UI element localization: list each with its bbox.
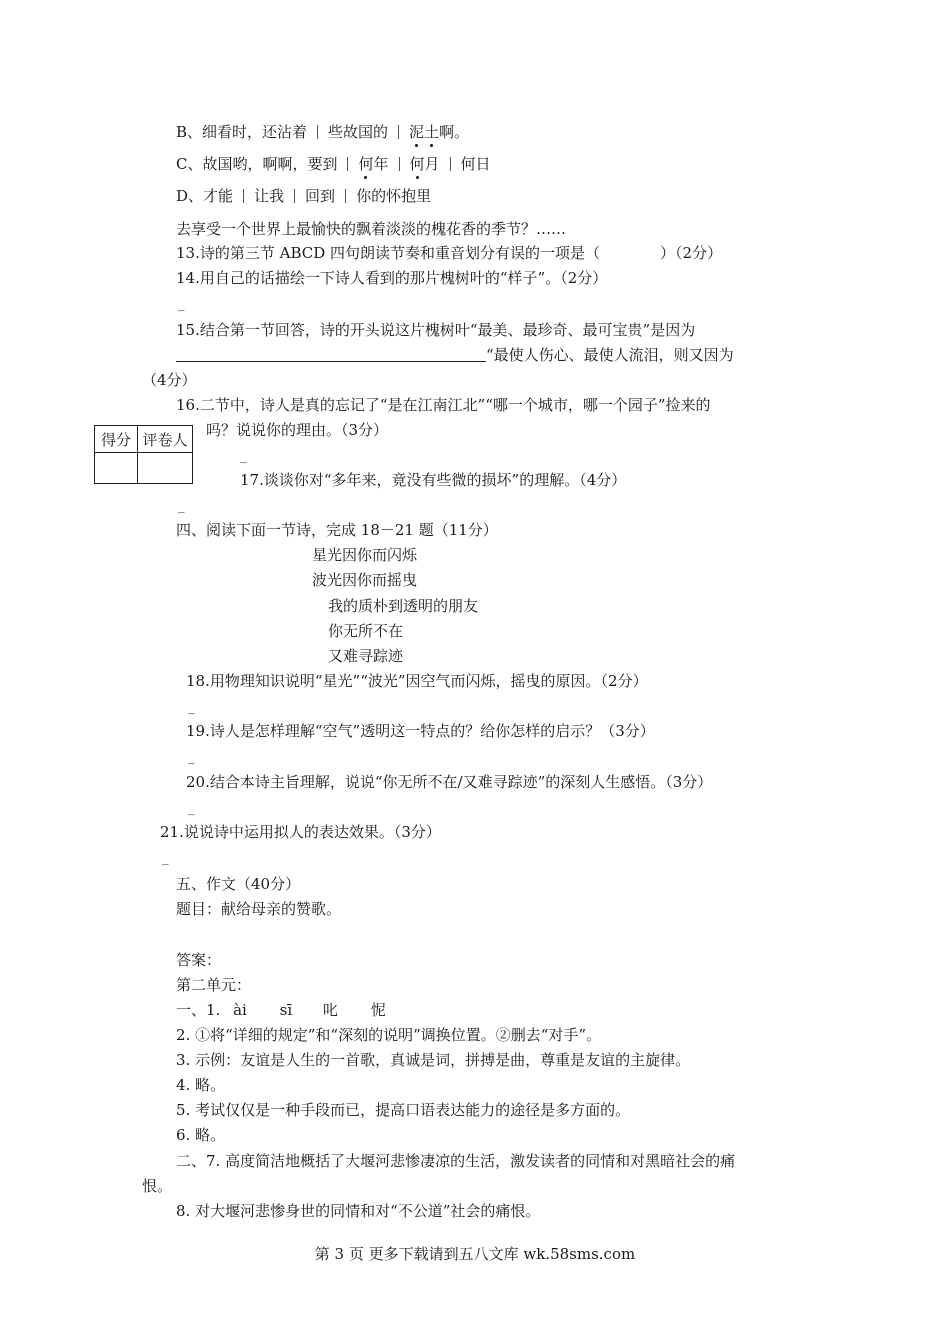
poem-line: 又难寻踪迹	[328, 647, 404, 665]
question-21: 21.说说诗中运用拟人的表达效果。（3分）	[160, 823, 441, 841]
question-17: 17.谈谈你对“多年来，竟没有些微的损坏”的理解。（4分）	[240, 471, 627, 489]
option-c-char: 年	[373, 155, 389, 173]
question-15-cont	[176, 345, 734, 365]
score-header: 得分	[95, 426, 138, 453]
answer-1	[176, 1000, 386, 1020]
question-13: 13.诗的第三节 ABCD 四句朗读节奏和重音划分有误的一项是（ ）（2分）	[176, 244, 723, 262]
rhythm-divider	[398, 125, 399, 139]
stress-char: 何	[358, 155, 374, 173]
poem-line: 星光因你而闪烁	[312, 546, 418, 564]
score-cell[interactable]	[95, 453, 138, 484]
page-footer: 第 3 页 更多下载请到五八文库 wk.58sms.com	[314, 1245, 636, 1263]
option-d-part1: D、才能	[176, 187, 234, 205]
char-3: 叱	[322, 1001, 338, 1019]
question-15: 15.结合第一节回答，诗的开头说这片槐树叶“最美、最珍奇、最可宝贵”是因为	[176, 321, 696, 339]
answer-8: 8. 对大堰河悲惨身世的同情和对“不公道”社会的痛恨。	[176, 1202, 541, 1220]
essay-topic: 题目：献给母亲的赞歌。	[176, 900, 342, 918]
question-14: 14.用自己的话描绘一下诗人看到的那片槐树叶的“样子”。（2分）	[176, 269, 608, 287]
option-d-part3: 回到	[305, 187, 336, 205]
option-b-part3: 啊。	[439, 123, 470, 141]
rhythm-divider	[345, 189, 346, 203]
question-20: 20.结合本诗主旨理解，说说“你无所不在/又难寻踪迹”的深刻人生感悟。（3分）	[186, 773, 713, 791]
answer-1-prefix: 一、1.	[176, 1001, 221, 1019]
question-18: 18.用物理知识说明“星光”“波光”因空气而闪烁，摇曳的原因。（2分）	[186, 672, 648, 690]
poem-line: 我的质朴到透明的朋友	[328, 597, 479, 615]
section-5-title: 五、作文（40分）	[176, 875, 301, 893]
option-b-part1: B、细看时，还沾着	[176, 123, 308, 141]
stress-char: 泥	[409, 123, 425, 141]
rhythm-divider	[243, 189, 244, 203]
option-b-part2: 些故国的	[328, 123, 389, 141]
question-15-score: （4分）	[142, 371, 197, 389]
option-d-line	[176, 186, 431, 206]
answer-2: 2. ①将“详细的规定”和“深刻的说明”调换位置。②删去“对手”。	[176, 1026, 602, 1044]
answer-blank: _	[178, 499, 185, 514]
answer-3: 3. 示例：友谊是人生的一首歌，真诚是词，拼搏是曲，尊重是友谊的主旋律。	[176, 1051, 691, 1069]
rhythm-divider	[347, 157, 348, 171]
char-4: 怩	[370, 1001, 386, 1019]
stress-char: 土	[424, 123, 440, 141]
question-15-part2: “最使人伤心、最使人流泪，则又因为	[486, 346, 734, 364]
answer-blank: _	[240, 449, 247, 464]
question-19: 19.诗人是怎样理解“空气”透明这一特点的？给你怎样的启示？（3分）	[186, 722, 655, 740]
poem-line: 你无所不在	[328, 622, 404, 640]
answer-blank: _	[188, 750, 195, 765]
question-16: 16.二节中，诗人是真的忘记了“是在江南江北”“哪一个城市，哪一个园子”捡来的	[176, 396, 711, 414]
question-16-cont: 吗？说说你的理由。（3分）	[206, 421, 389, 439]
rhythm-divider	[317, 125, 318, 139]
rhythm-divider	[450, 157, 451, 171]
rhythm-divider	[294, 189, 295, 203]
answer-5: 5. 考试仅仅是一种手段而已，提高口语表达能力的途径是多方面的。	[176, 1101, 631, 1119]
pinyin-2: sī	[279, 1001, 293, 1019]
answer-blank: _	[188, 700, 195, 715]
answer-blank: _	[178, 297, 185, 312]
rhythm-divider	[399, 157, 400, 171]
score-table	[94, 425, 193, 484]
option-d-part2: 让我	[254, 187, 285, 205]
answer-blank: _	[162, 851, 169, 866]
grader-header: 评卷人	[138, 426, 193, 453]
section-4-title: 四、阅读下面一节诗，完成 18－21 题（11分）	[176, 521, 498, 539]
answers-heading: 答案：	[176, 951, 222, 969]
option-b-line	[176, 122, 469, 142]
unit-label: 第二单元：	[176, 976, 252, 994]
answer-6: 6. 略。	[176, 1126, 226, 1144]
fill-blank-line	[176, 346, 486, 362]
poem-line: 波光因你而摇曳	[312, 571, 418, 589]
grader-cell[interactable]	[138, 453, 193, 484]
answer-7-cont: 恨。	[142, 1177, 173, 1195]
option-c-part4: 何日	[460, 155, 491, 173]
option-c-char: 月	[424, 155, 440, 173]
option-c-line	[176, 154, 491, 174]
stress-char: 何	[409, 155, 425, 173]
answer-4: 4. 略。	[176, 1076, 226, 1094]
option-c-part1: C、故国哟，啊啊，要到	[176, 155, 338, 173]
pinyin-1: ài	[233, 1001, 247, 1019]
poem-line: 去享受一个世界上最愉快的飘着淡淡的槐花香的季节？……	[176, 220, 567, 238]
answer-blank: _	[188, 801, 195, 816]
option-d-part4: 你的怀抱里	[356, 187, 432, 205]
answer-7: 二、7. 高度简洁地概括了大堰河悲惨凄凉的生活，激发读者的同情和对黑暗社会的痛	[176, 1152, 736, 1170]
